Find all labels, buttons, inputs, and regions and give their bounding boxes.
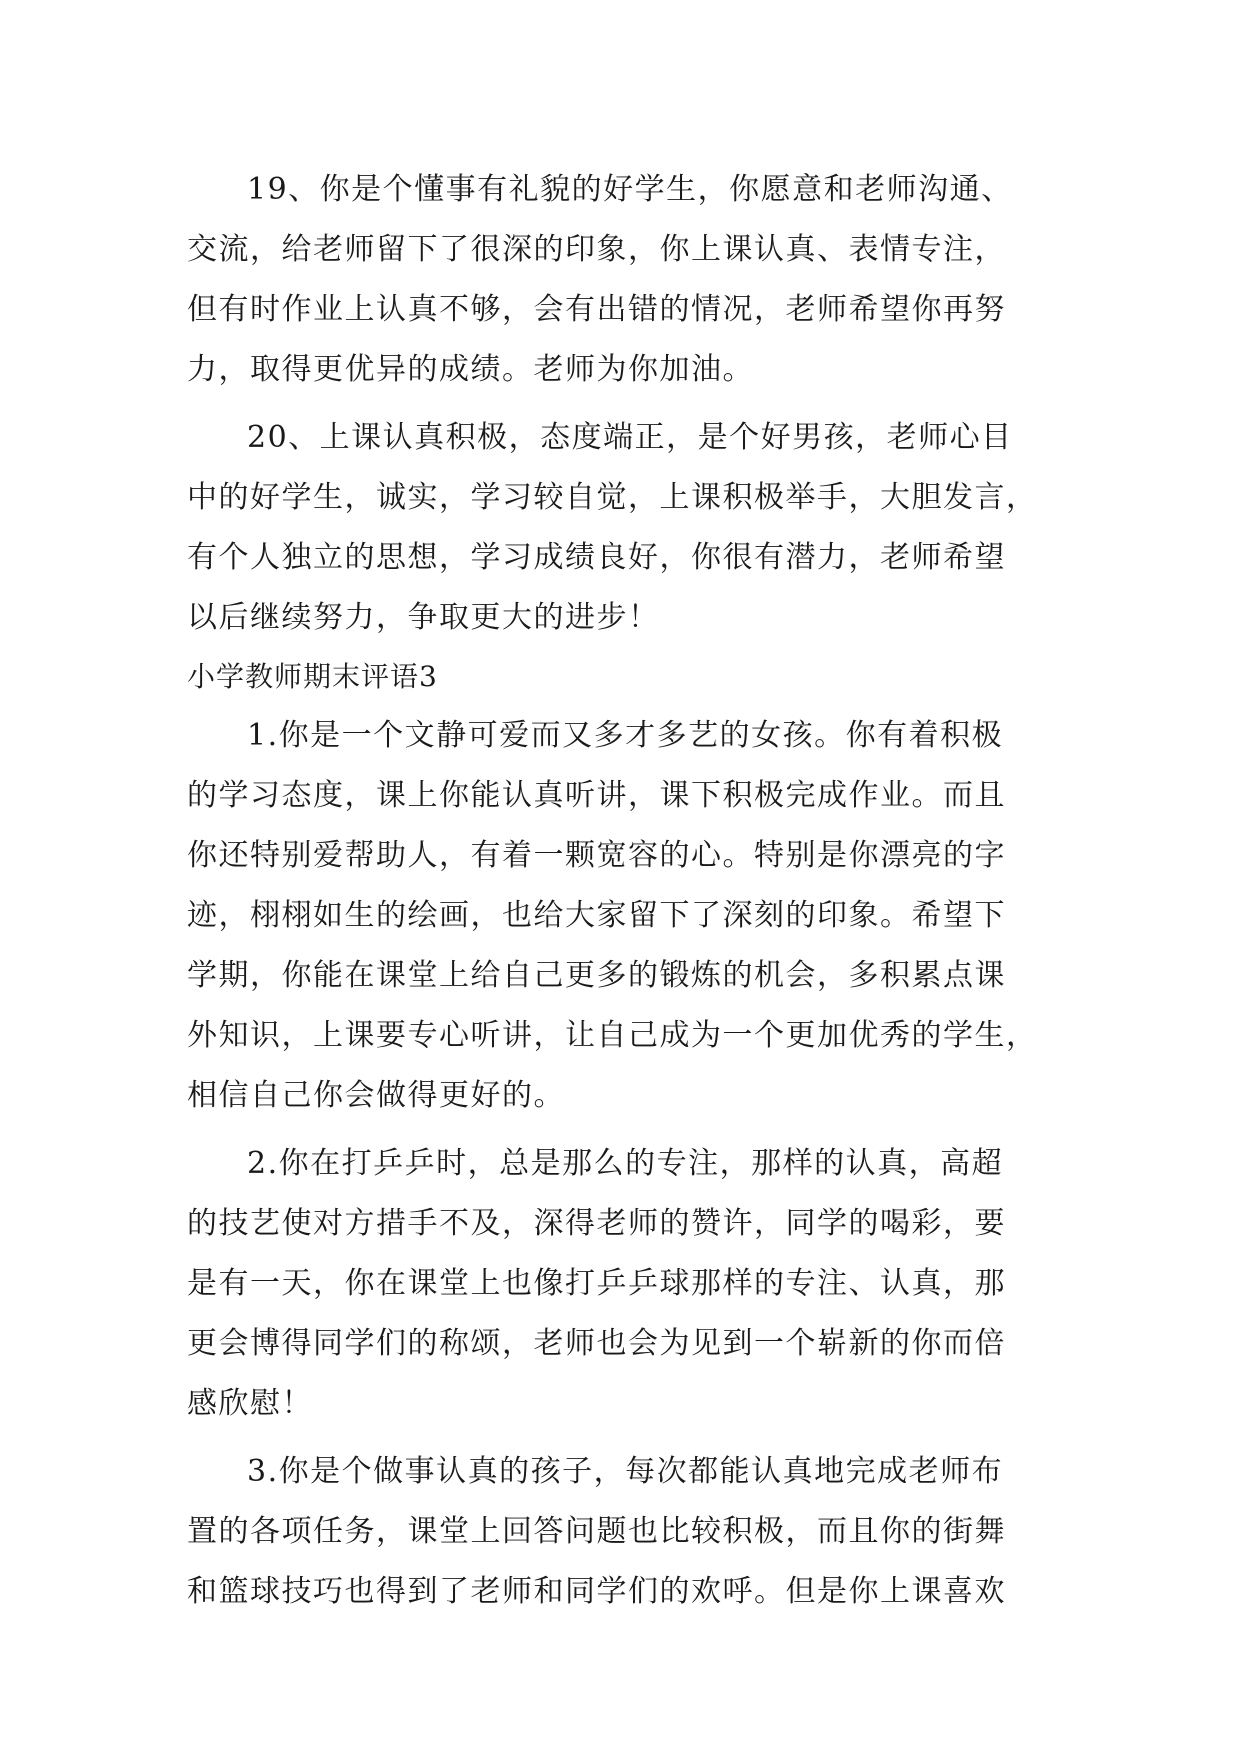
text-line: 你还特别爱帮助人，有着一颗宽容的心。特别是你漂亮的字: [187, 838, 1006, 873]
comment-2: [187, 1134, 1067, 1434]
document-body: [187, 160, 1067, 1622]
section-heading: 小学教师期末评语3: [187, 660, 438, 693]
text-line: 以后继续努力，争取更大的进步！: [187, 600, 660, 635]
paragraph-19: [187, 160, 1067, 400]
text-line: 和篮球技巧也得到了老师和同学们的欢呼。但是你上课喜欢: [187, 1574, 1006, 1609]
text-line: 力，取得更优异的成绩。老师为你加油。: [187, 352, 754, 387]
text-line: 3.你是个做事认真的孩子，每次都能认真地完成老师布: [247, 1454, 1004, 1489]
text-line: 外知识，上课要专心听讲，让自己成为一个更加优秀的学生，: [187, 1018, 1038, 1053]
paragraph-gap: [187, 400, 1067, 408]
text-line: 的学习态度，课上你能认真听讲，课下积极完成作业。而且: [187, 778, 1006, 813]
text-line: 19、你是个懂事有礼貌的好学生，你愿意和老师沟通、: [247, 172, 1013, 207]
text-line: 置的各项任务，课堂上回答问题也比较积极，而且你的街舞: [187, 1514, 1006, 1549]
comment-3: [187, 1442, 1067, 1622]
text-line: 学期，你能在课堂上给自己更多的锻炼的机会，多积累点课: [187, 958, 1006, 993]
text-line: 2.你在打乒乒时，总是那么的专注，那样的认真，高超: [247, 1146, 1004, 1181]
text-line: 有个人独立的思想，学习成绩良好，你很有潜力，老师希望: [187, 540, 1006, 575]
text-line: 但有时作业上认真不够，会有出错的情况，老师希望你再努: [187, 292, 1006, 327]
text-line: 更会博得同学们的称颂，老师也会为见到一个崭新的你而倍: [187, 1326, 1006, 1361]
text-line: 感欣慰！: [187, 1386, 313, 1421]
text-line: 迹，栩栩如生的绘画，也给大家留下了深刻的印象。希望下: [187, 898, 1006, 933]
text-line: 是有一天，你在课堂上也像打乒乒球那样的专注、认真，那: [187, 1266, 1006, 1301]
paragraph-20: [187, 408, 1067, 648]
paragraph-gap: [187, 1126, 1067, 1134]
text-line: 中的好学生，诚实，学习较自觉，上课积极举手，大胆发言，: [187, 480, 1038, 515]
text-line: 交流，给老师留下了很深的印象，你上课认真、表情专注，: [187, 232, 1006, 267]
text-line: 20、上课认真积极，态度端正，是个好男孩，老师心目: [247, 420, 1013, 455]
text-line: 1.你是一个文静可爱而又多才多艺的女孩。你有着积极: [247, 718, 1004, 753]
text-line: 相信自己你会做得更好的。: [187, 1078, 565, 1113]
text-line: 的技艺使对方措手不及，深得老师的赞许，同学的喝彩，要: [187, 1206, 1006, 1241]
paragraph-gap: [187, 1434, 1067, 1442]
comment-1: [187, 706, 1067, 1126]
